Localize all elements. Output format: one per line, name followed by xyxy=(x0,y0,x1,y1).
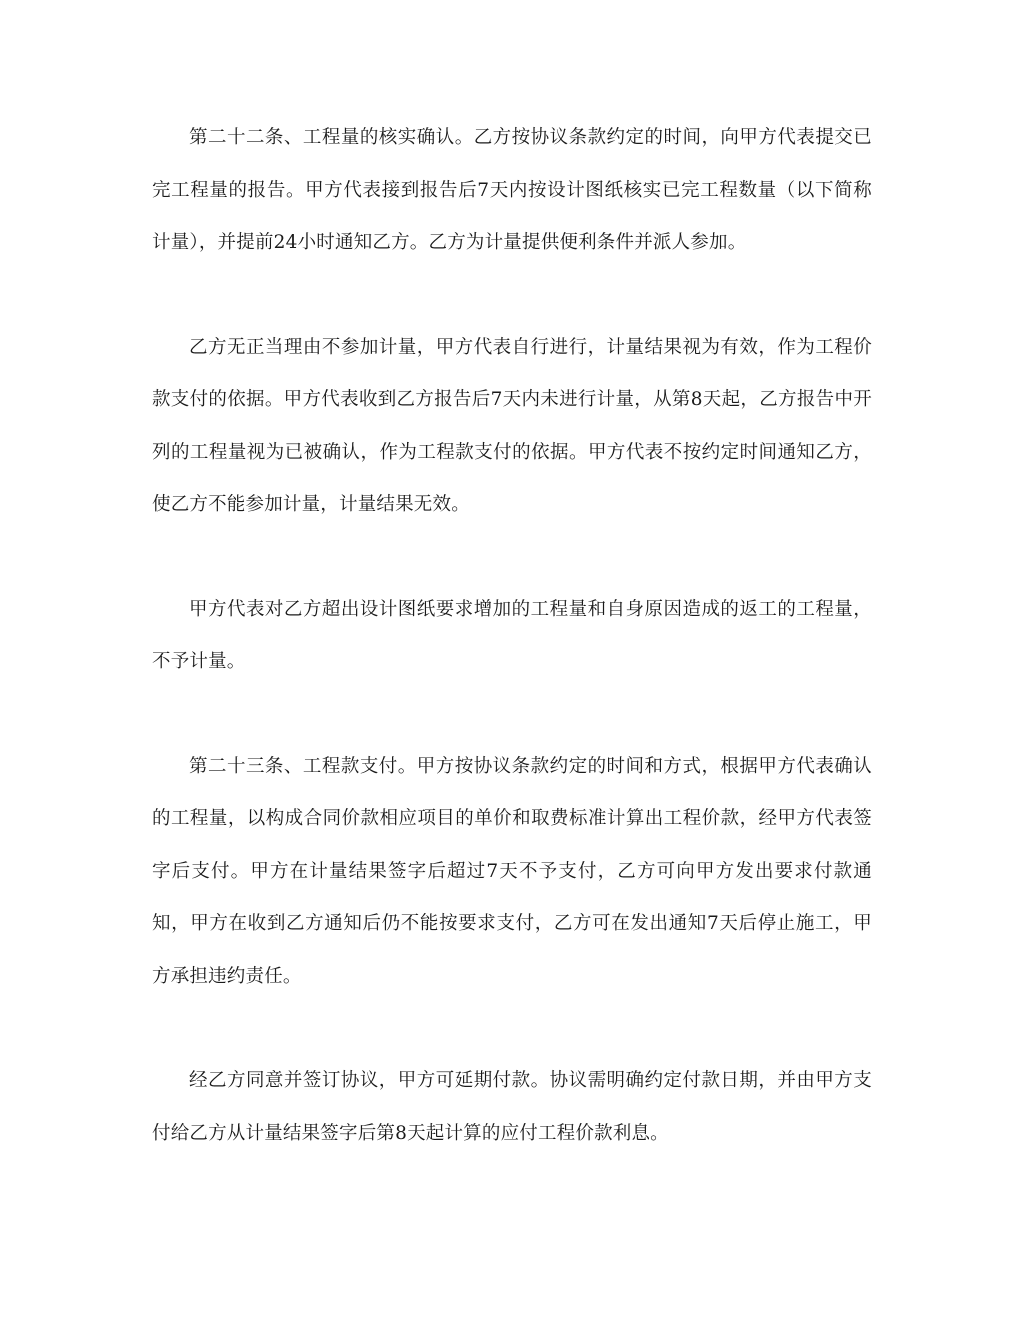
paragraph-spacer xyxy=(152,270,872,322)
paragraph-article-22: 第二十二条、工程量的核实确认。乙方按协议条款约定的时间，向甲方代表提交已完工程量的报告。甲方代表接到报告后7天内按设计图纸核实已完工程数量（以下简称计量），并提前24小时通知乙方。乙方为计量提供便利条件并派人参加。 xyxy=(152,127,872,253)
paragraph-article-23: 第二十三条、工程款支付。甲方按协议条款约定的时间和方式，根据甲方代表确认的工程量，以构成合同价款相应项目的单价和取费标准计算出工程价款，经甲方代表签字后支付。甲方在计量结果签字后超过7天不予支付，乙方可向甲方发出要求付款通知，甲方在收到乙方通知后仍不能按要求支付，乙方可在发出通知7天后停止施工，甲方承担违约责任。 xyxy=(152,755,872,987)
paragraph-excess-quantities: 甲方代表对乙方超出设计图纸要求增加的工程量和自身原因造成的返工的工程量，不予计量。 xyxy=(152,598,872,672)
paragraph-deferred-payment: 经乙方同意并签订协议，甲方可延期付款。协议需明确约定付款日期，并由甲方支付给乙方从计量结果签字后第8天起计算的应付工程价款利息。 xyxy=(152,1070,872,1144)
paragraph-spacer xyxy=(152,532,872,584)
paragraph-measurement-absence: 乙方无正当理由不参加计量，甲方代表自行进行，计量结果视为有效，作为工程价款支付的依据。甲方代表收到乙方报告后7天内未进行计量，从第8天起，乙方报告中开列的工程量视为已被确认，作为工程款支付的依据。甲方代表不按约定时间通知乙方，使乙方不能参加计量，计量结果无效。 xyxy=(152,336,872,515)
document-body xyxy=(152,112,872,1160)
paragraph-spacer xyxy=(152,689,872,741)
paragraph-spacer xyxy=(152,1003,872,1055)
